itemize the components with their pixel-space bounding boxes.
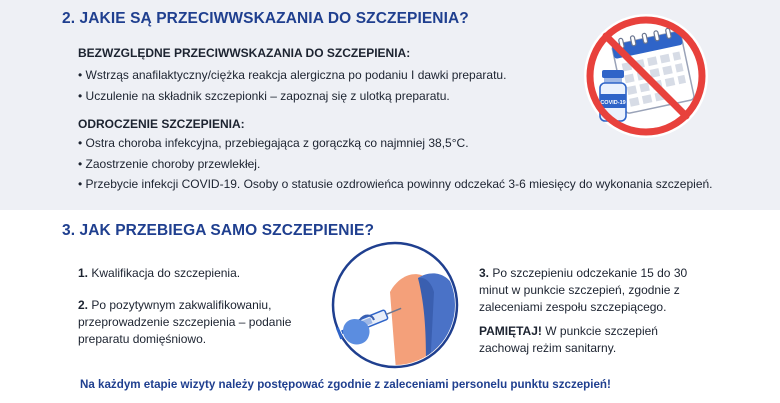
absolute-contraindications-title: BEZWZGLĘDNE PRZECIWWSKAZANIA DO SZCZEPIENIA: [78, 46, 411, 60]
footer-note: Na każdym etapie wizyty należy postępować zgodnie z zaleceniami personelu punktu szczepień! [80, 378, 611, 391]
remember-text: W punkcie szczepień zachowaj reżim sanitarny. [479, 324, 658, 355]
step-1 [78, 265, 318, 282]
vaccination-process-section [0, 210, 780, 403]
step-3 [479, 265, 699, 316]
step-1-text: Kwalifikacja do szczepienia. [91, 266, 241, 280]
deferral-item-covid: • Przebycie infekcji COVID-19. Osoby o statusie ozdrowieńca powinny odczekać 3-6 miesięcy do wykonania szczepień. [78, 177, 713, 191]
step-3-number: 3. [479, 266, 490, 280]
deferral-item-infection: • Ostra choroba infekcyjna, przebiegająca z gorączką co najmniej 38,5°C. [78, 136, 469, 150]
deferral-item-chronic: • Zaostrzenie choroby przewlekłej. [78, 157, 261, 171]
absolute-item-anaphylaxis: • Wstrząs anafilaktyczny/ciężka reakcja alergiczna po podaniu I dawki preparatu. [78, 68, 507, 82]
injection-illustration-icon [330, 240, 460, 370]
step-2-number: 2. [78, 298, 89, 312]
no-vaccine-calendar-icon [582, 12, 710, 140]
step-2-text: Po pozytywnym zakwalifikowaniu, przeprowadzenie szczepienia – podanie preparatu domięśniowo. [78, 298, 292, 346]
vial-label: COVID-19 [600, 100, 626, 106]
section-2-heading: 2. JAKIE SĄ PRZECIWWSKAZANIA DO SZCZEPIENIA? [62, 10, 469, 27]
remember-note [479, 323, 679, 357]
step-2 [78, 297, 314, 348]
section-3-heading: 3. JAK PRZEBIEGA SAMO SZCZEPIENIE? [62, 222, 375, 239]
deferral-title: ODROCZENIE SZCZEPIENIA: [78, 117, 245, 131]
remember-label: PAMIĘTAJ! [479, 324, 542, 338]
step-1-number: 1. [78, 266, 89, 280]
step-3-text: Po szczepieniu odczekanie 15 do 30 minut w punkcie szczepień, zgodnie z zaleceniami zespołu szczepiącego. [479, 266, 688, 314]
absolute-item-allergy: • Uczulenie na składnik szczepionki – zapoznaj się z ulotką preparatu. [78, 89, 450, 103]
